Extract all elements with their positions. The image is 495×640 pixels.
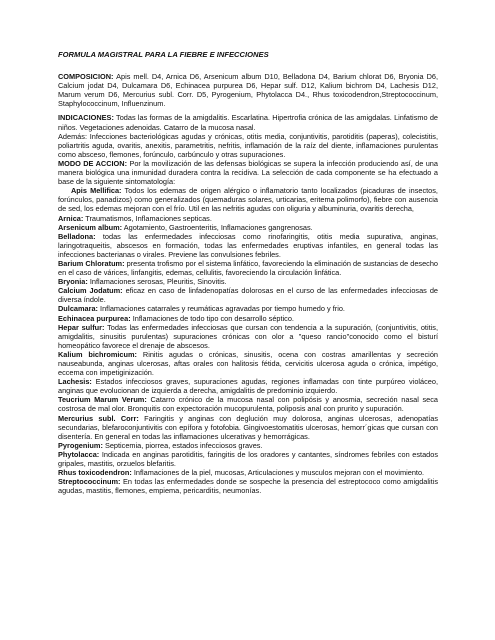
remedy-entry	[58, 450, 438, 468]
document-page	[58, 50, 438, 495]
remedy-entry	[58, 468, 438, 477]
remedy-text: Traumatismos, Inflamaciones septicas.	[85, 213, 212, 223]
remedy-entry	[58, 186, 438, 213]
remedy-text: Inflamaciones de la piel, mucosas, Articulaciones y musculos mejoran con el movimiento.	[133, 468, 425, 478]
remedy-name: Apis Mellifica:	[71, 186, 122, 196]
remedy-text: presenta trofismo por el sistema linfático, favoreciendo la eliminación de sustancias de desecho en el caso de várices, linfangitis, edemas, cellulitis, favoreciendo la circulación linfática.	[58, 258, 438, 278]
remedy-entry	[58, 259, 438, 277]
remedy-text: Inflamaciones catarrales y reumáticas agravadas por tiempo humedo y frio.	[100, 304, 345, 314]
remedy-text: Septicemia, piorrea, estados infecciosos graves.	[104, 440, 263, 450]
document-title: FORMULA MAGISTRAL PARA LA FIEBRE E INFECCIONES	[58, 50, 269, 59]
remedy-text: eficaz en caso de linfadenopatías dolorosas en el curso de las enfermedades infecciosas de diversa índole.	[58, 286, 439, 305]
remedy-text: Todos los edemas de origen alérgico o inflamatorio tanto localizados (picaduras de insectos, forúnculos, panadizos) como generalizados (quemaduras solares, urticarias, eritema polimorfo), fiebre con ausencia de sed, los edemas mejoran con el frío. Util en las nefritis agudas con oliguria y albuminuria, ovaritis derecha,	[58, 186, 438, 214]
remedy-entry	[58, 232, 438, 259]
remedy-entry	[58, 277, 438, 286]
remedy-name: Arsenicum album:	[58, 222, 123, 232]
indications-more-paragraph: Además: Infecciones bacteriológicas agudas y crónicas, otitis media, conjuntivitis, parotiditis (paperas), colecistitis, poliartritis aguda, ovaritis, anexitis, parametritis, nefritis, inflamación de la raíz del diente, inflamaciones purulentas como absceso, flemones, forúnculo, carbúnculo y otras supuraciones.	[58, 131, 438, 159]
remedy-name: Streptococcinum:	[58, 477, 121, 487]
indications-paragraph	[58, 113, 438, 131]
remedy-text: Inflamaciones serosas, Pleuritis, Sinovitis.	[89, 277, 227, 287]
remedy-entry	[58, 477, 438, 495]
remedy-name: Kalium bichromicum:	[58, 349, 137, 359]
remedy-entry	[58, 395, 438, 413]
remedy-text: Indicada en anginas parotiditis, faringitis de los oradores y cantantes, síndromes febriles con estados gripales, mastitis, orzuelos blefaritis.	[58, 449, 438, 469]
remedy-name: Pyrogenium:	[58, 440, 103, 450]
remedy-name: Calcium Jodatum:	[58, 286, 123, 296]
remedy-name: Belladona:	[58, 231, 96, 241]
remedy-name: Barium Chloratum:	[58, 258, 125, 268]
remedy-entry	[58, 323, 438, 350]
remedy-entry	[58, 441, 438, 450]
remedy-text: Todas las enfermedades infecciosas que cursan con tendencia a la supuración, (conjuntivitis, otitis, amigdalitis, sinusitis purulentas) supuraciones crónicas con olor a "queso rancio"conocido como el bisturí homeopático favorece el drenaje de abscesos.	[58, 322, 438, 350]
action-paragraph	[58, 159, 438, 186]
remedy-entry	[58, 377, 438, 395]
remedy-name: Phytolacca:	[58, 449, 100, 459]
remedy-text: En todas las enfermedades donde se sospeche la presencia del estreptococo como amigdalitis agudas, mastitis, flemones, empiema, pericarditis, neumonías.	[58, 477, 438, 496]
remedy-name: Rhus toxicodendron:	[58, 468, 132, 478]
composition-text: Apis mell. D4, Arnica D6, Arsenicum album D10, Belladona D4, Barium chlorat D6, Bryonia D6, Calcium jodat D4, Dulcamara D6, Echinacea purpurea D6, Hepar sulf. D12, Kalium bichrom D4, Lachesis D12, Marum verum D6, Mercurius subl. Corr. D5, Pyrogenium, Phytolacca D4., Rhus toxicodendron,Streptococcinum, Staphylococcinum, Influenzinum.	[58, 72, 438, 109]
remedy-text: Agotamiento, Gastroenteritis, Inflamaciones gangrenosas.	[123, 222, 313, 232]
indications-text: Todas las formas de la amigdalitis. Escarlatina. Hipertrofia crónica de las amigdalas. Linfatismo de niños. Vegetaciones adenoidas. Catarro de la mucosa nasal.	[58, 113, 438, 132]
remedy-name: Hepar sulfur:	[58, 322, 105, 332]
remedy-text: Inflamaciones de todo tipo con desarrollo séptico.	[132, 313, 294, 323]
remedy-entry	[58, 414, 438, 441]
remedy-entry	[58, 223, 438, 232]
remedy-entry	[58, 286, 438, 304]
remedy-name: Teucrium Marum Verum:	[58, 395, 147, 405]
remedy-text: Estados infecciosos graves, supuraciones agudas, regiones inflamadas con tinte purpúreo violáceo, anginas que evolucionan de izquierda a derecha, amigdalitis de predominio izquierdo.	[58, 377, 438, 396]
remedy-text: Rinitis agudas o crónicas, sinusitis, ocena con costras amarillentas y secreción nauseabunda, anginas ulcerosas, aftas orales con halitosis fétida, cervicitis ulcerosa aguda o crónica, impétigo, eccema con impetiginización.	[58, 349, 438, 378]
indications-label: INDICACIONES:	[58, 113, 114, 123]
remedy-entry	[58, 304, 438, 313]
action-text: Por la movilización de las defensas biológicas se supera la infección produciendo así, de una manera biológica una inmunidad duradera contra la recidiva. La selección de cada componente se ha efectuado a base de la siguiente sintomatología:	[58, 158, 438, 187]
remedy-name: Bryonia:	[58, 277, 88, 287]
remedy-name: Echinacea purpurea:	[58, 313, 131, 323]
remedy-text: Faringitis y anginas con deglución muy dolorosa, anginas ulcerosas, adenopatías secundarias, blefaroconjuntivitis con epífora y fotofobia. Gingivoestomatitis ulcerosas, hemorr´gicas que cursan con disentería. En general en todas las inflamaciones ulcerativas y hemorrágicas.	[58, 413, 438, 441]
remedy-name: Mercurius subl. Corr:	[58, 413, 139, 423]
composition-paragraph	[58, 72, 438, 108]
remedy-name: Arnica:	[58, 213, 84, 223]
remedy-text: Catarro crónico de la mucosa nasal con polipósis y anosmia, secreción nasal seca costrosa de mal olor. Bronquitis con expectoración mucopurulenta, poliposis anal con prurito y supuración.	[58, 395, 438, 414]
remedy-entry	[58, 314, 438, 323]
remedy-entry	[58, 350, 438, 377]
remedy-list	[58, 186, 438, 495]
remedy-text: todas las enfermedades infecciosas como rinofaringitis, otitis media supurativa, anginas, laringotraqueitis, abscesos en formación, todas las enfermedades eruptivas infantiles, en general todas las infecciones bacterianas o virales. Previene las convulsiones febriles.	[58, 231, 438, 259]
remedy-name: Dulcamara:	[58, 304, 98, 314]
action-label: MODO DE ACCION:	[58, 158, 128, 168]
composition-label: COMPOSICION:	[58, 72, 114, 82]
remedy-name: Lachesis:	[58, 377, 92, 387]
remedy-entry	[58, 214, 438, 223]
